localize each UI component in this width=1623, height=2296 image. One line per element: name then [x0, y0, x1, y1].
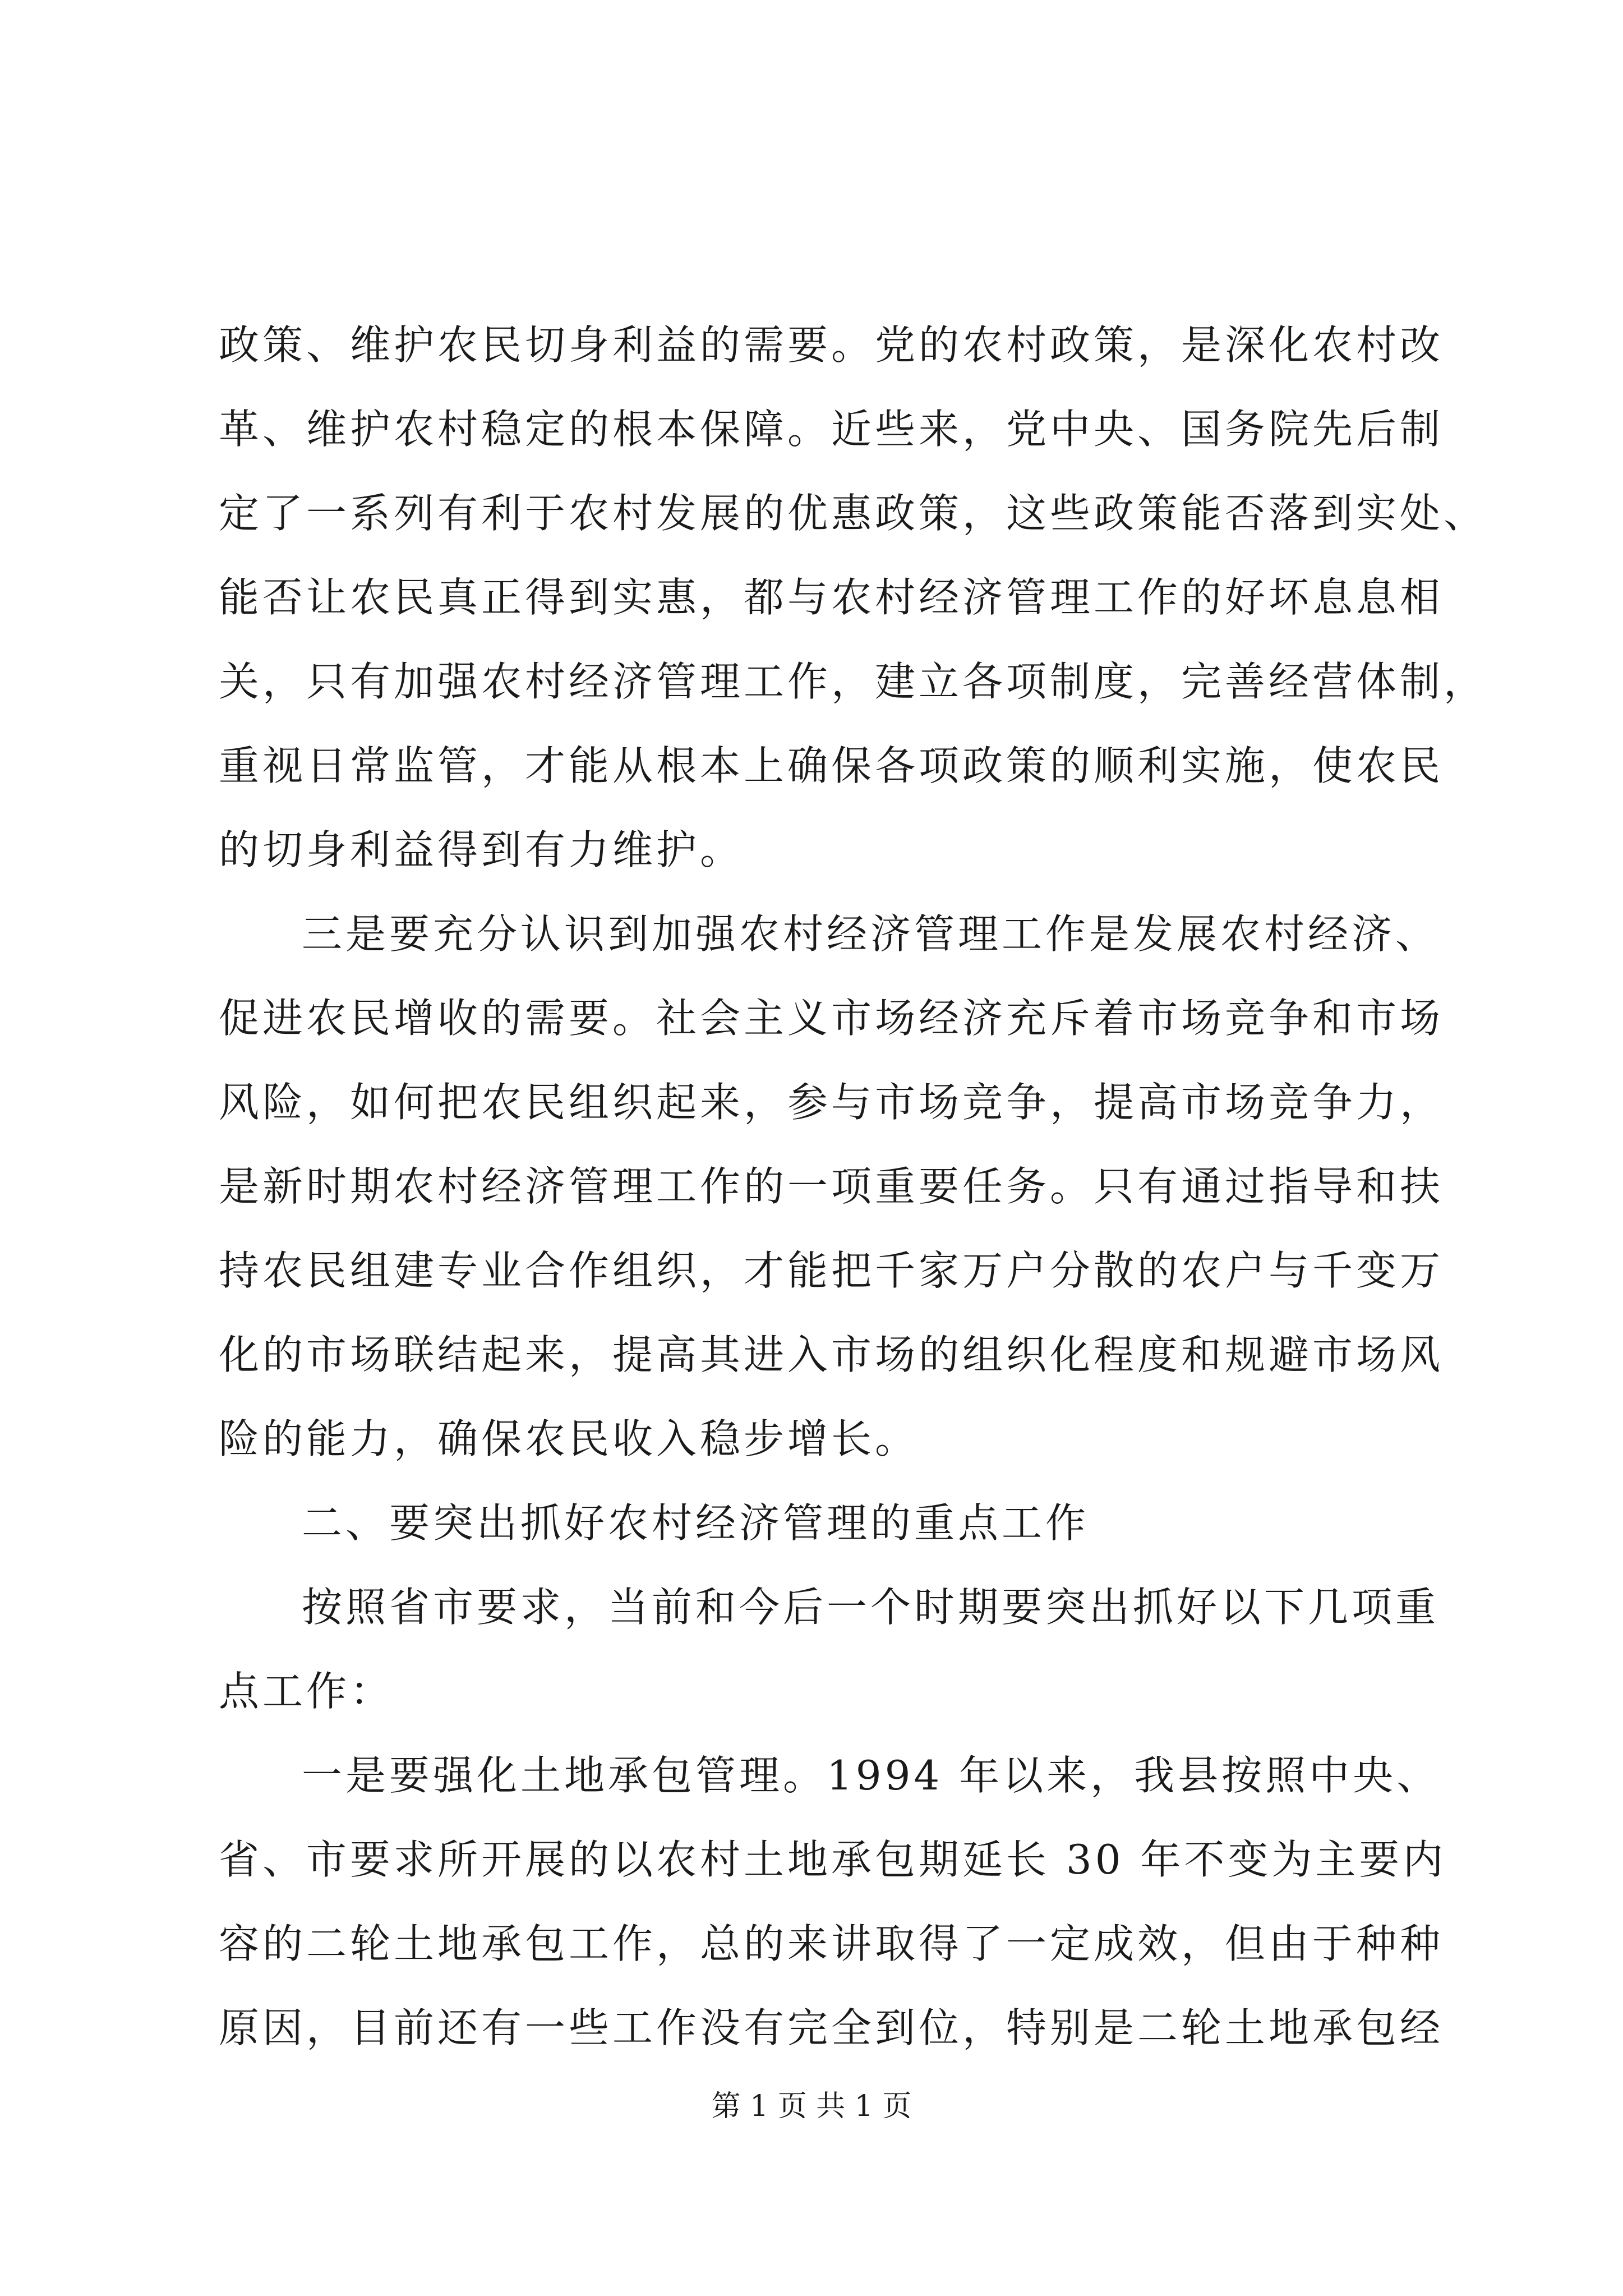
text-line: 促进农民增收的需要。社会主义市场经济充斥着市场竞争和市场: [219, 995, 1444, 1042]
paragraph-start-line: 三是要充分认识到加强农村经济管理工作是发展农村经济、: [302, 910, 1440, 958]
document-body: [219, 303, 1488, 2070]
text-line: 革、维护农村稳定的根本保障。近些来，党中央、国务院先后制: [219, 406, 1444, 453]
text-line: 是新时期农村经济管理工作的一项重要任务。只有通过指导和扶: [219, 1163, 1444, 1210]
text-line: 定了一系列有利于农村发展的优惠政策，这些政策能否落到实处、: [219, 490, 1488, 537]
text-line: 点工作：: [219, 1668, 394, 1715]
text-line: 的切身利益得到有力维护。: [219, 826, 744, 873]
text-line: 持农民组建专业合作组织，才能把千家万户分散的农户与千变万: [219, 1247, 1444, 1294]
page-footer: 第 1 页 共 1 页: [711, 2090, 912, 2123]
text-line: 政策、维护农民切身利益的需要。党的农村政策，是深化农村改: [219, 321, 1444, 369]
text-line: 重视日常监管，才能从根本上确保各项政策的顺利实施，使农民: [219, 742, 1444, 789]
section-heading: 二、要突出抓好农村经济管理的重点工作: [302, 1499, 1090, 1547]
text-line: 风险，如何把农民组织起来，参与市场竞争，提高市场竞争力，: [219, 1079, 1444, 1126]
text-line: 能否让农民真正得到实惠，都与农村经济管理工作的好坏息息相: [219, 574, 1444, 621]
text-line: 化的市场联结起来，提高其进入市场的组织化程度和规避市场风: [219, 1331, 1444, 1378]
text-line: 关，只有加强农村经济管理工作，建立各项制度，完善经营体制，: [219, 658, 1488, 705]
paragraph-start-line: 按照省市要求，当前和今后一个时期要突出抓好以下几项重: [302, 1584, 1440, 1631]
text-line: 容的二轮土地承包工作，总的来讲取得了一定成效，但由于种种: [219, 1920, 1444, 1967]
text-line: 险的能力，确保农民收入稳步增长。: [219, 1415, 919, 1462]
text-line: 省、市要求所开展的以农村土地承包期延长 30 年不变为主要内: [219, 1836, 1447, 1883]
text-line: 原因，目前还有一些工作没有完全到位，特别是二轮土地承包经: [219, 2004, 1444, 2051]
paragraph-start-line: 一是要强化土地承包管理。1994 年以来，我县按照中央、: [302, 1752, 1441, 1799]
